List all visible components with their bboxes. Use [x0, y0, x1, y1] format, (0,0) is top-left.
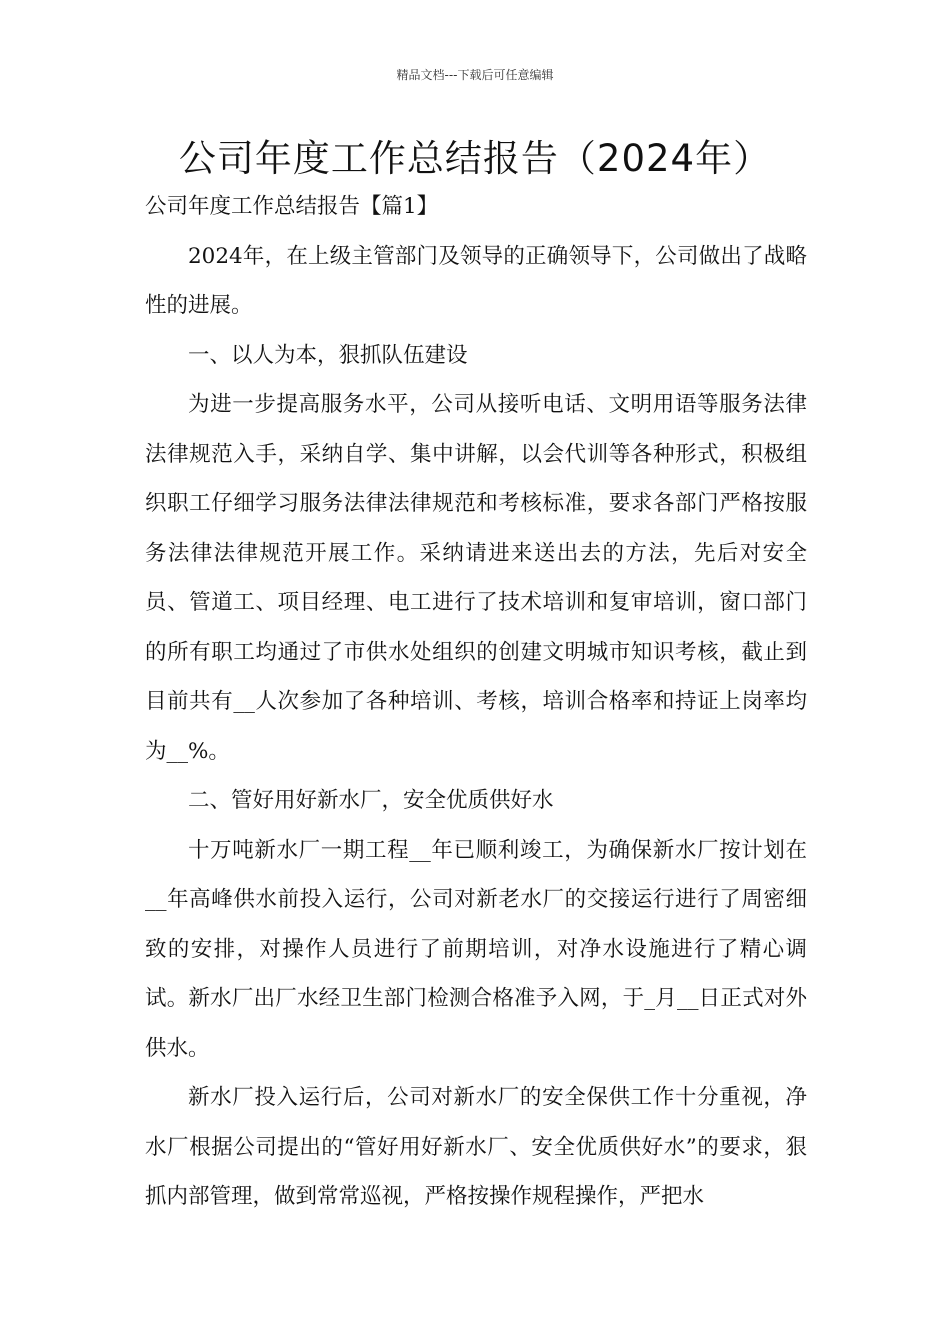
subheading-1: 一、以人为本，狠抓队伍建设 — [188, 342, 468, 368]
paragraph-new-plant: 十万吨新水厂一期工程__年已顺利竣工，为确保新水厂按计划在__年高峰供水前投入运行，公司对新老水厂的交接运行进行了周密细致的安排，对操作人员进行了前期培训，对净水设施进行了精心调试。新水厂出厂水经卫生部门检测合格准予入网，于_月__日正式对外供水。 — [145, 837, 807, 1061]
document-body — [145, 182, 807, 1222]
document-title: 公司年度工作总结报告（2024年） — [178, 137, 772, 180]
section-label: 公司年度工作总结报告【篇1】 — [145, 194, 439, 219]
subheading-2: 二、管好用好新水厂，安全优质供好水 — [188, 788, 554, 813]
paragraph-training: 为进一步提高服务水平，公司从接听电话、文明用语等服务法律法律规范入手，采纳自学、集中讲解，以会代训等各种形式，积极组织职工仔细学习服务法律法律规范和考核标准，要求各部门严格按服务法律法律规范开展工作。采纳请进来送出去的方法，先后对安全员、管道工、项目经理、电工进行了技术培训和复审培训，窗口部门的所有职工均通过了市供水处组织的创建文明城市知识考核，截止到目前共有__人次参加了各种培训、考核，培训合格率和持证上岗率均为__%。 — [145, 392, 807, 764]
paragraph-safety: 新水厂投入运行后，公司对新水厂的安全保供工作十分重视，净水厂根据公司提出的“管好用好新水厂、安全优质供好水”的要求，狠抓内部管理，做到常常巡视，严格按操作规程操作，严把水 — [145, 1085, 807, 1209]
header-note: 精品文档---下载后可任意编辑 — [396, 68, 554, 82]
paragraph-intro: 2024年，在上级主管部门及领导的正确领导下，公司做出了战略性的进展。 — [145, 243, 807, 318]
